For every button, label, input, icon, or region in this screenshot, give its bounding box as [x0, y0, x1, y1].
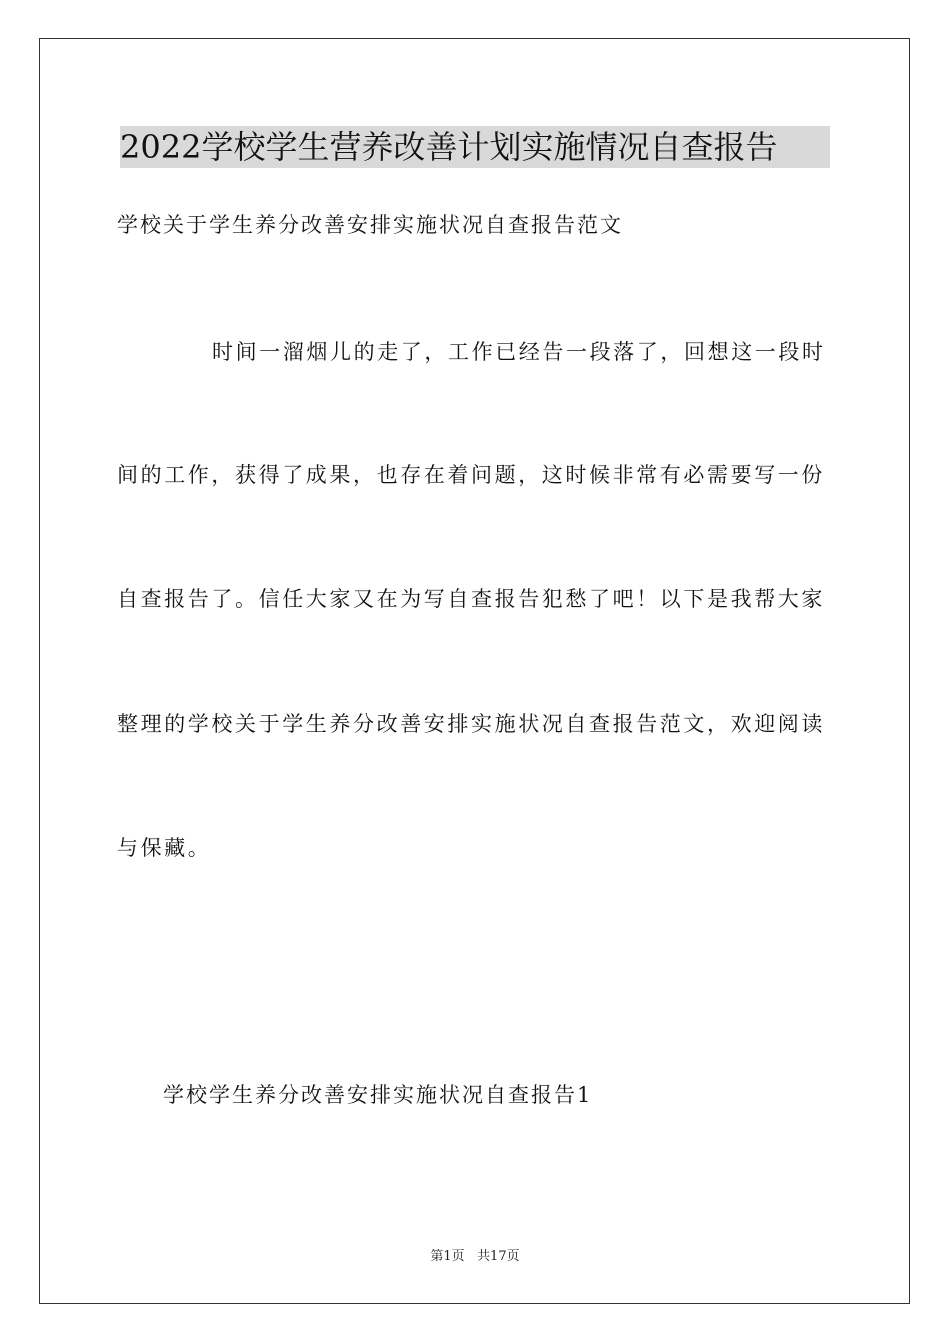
paragraph-line: 与保藏。 — [117, 836, 212, 860]
section-heading: 学校学生养分改善安排实施状况自查报告1 — [163, 1083, 593, 1107]
document-title: 2022学校学生营养改善计划实施情况自查报告 — [120, 126, 830, 168]
page-footer: 第1页 共17页 — [430, 1249, 520, 1264]
document-subtitle: 学校关于学生养分改善安排实施状况自查报告范文 — [117, 213, 623, 237]
paragraph-line: 整理的学校关于学生养分改善安排实施状况自查报告范文，欢迎阅读 — [117, 712, 825, 736]
paragraph-line: 自查报告了。信任大家又在为写自查报告犯愁了吧！以下是我帮大家 — [117, 587, 825, 611]
paragraph-line: 时间一溜烟儿的走了，工作已经告一段落了，回想这一段时 — [212, 340, 826, 364]
paragraph-line: 间的工作，获得了成果，也存在着问题，这时候非常有必需要写一份 — [117, 463, 825, 487]
